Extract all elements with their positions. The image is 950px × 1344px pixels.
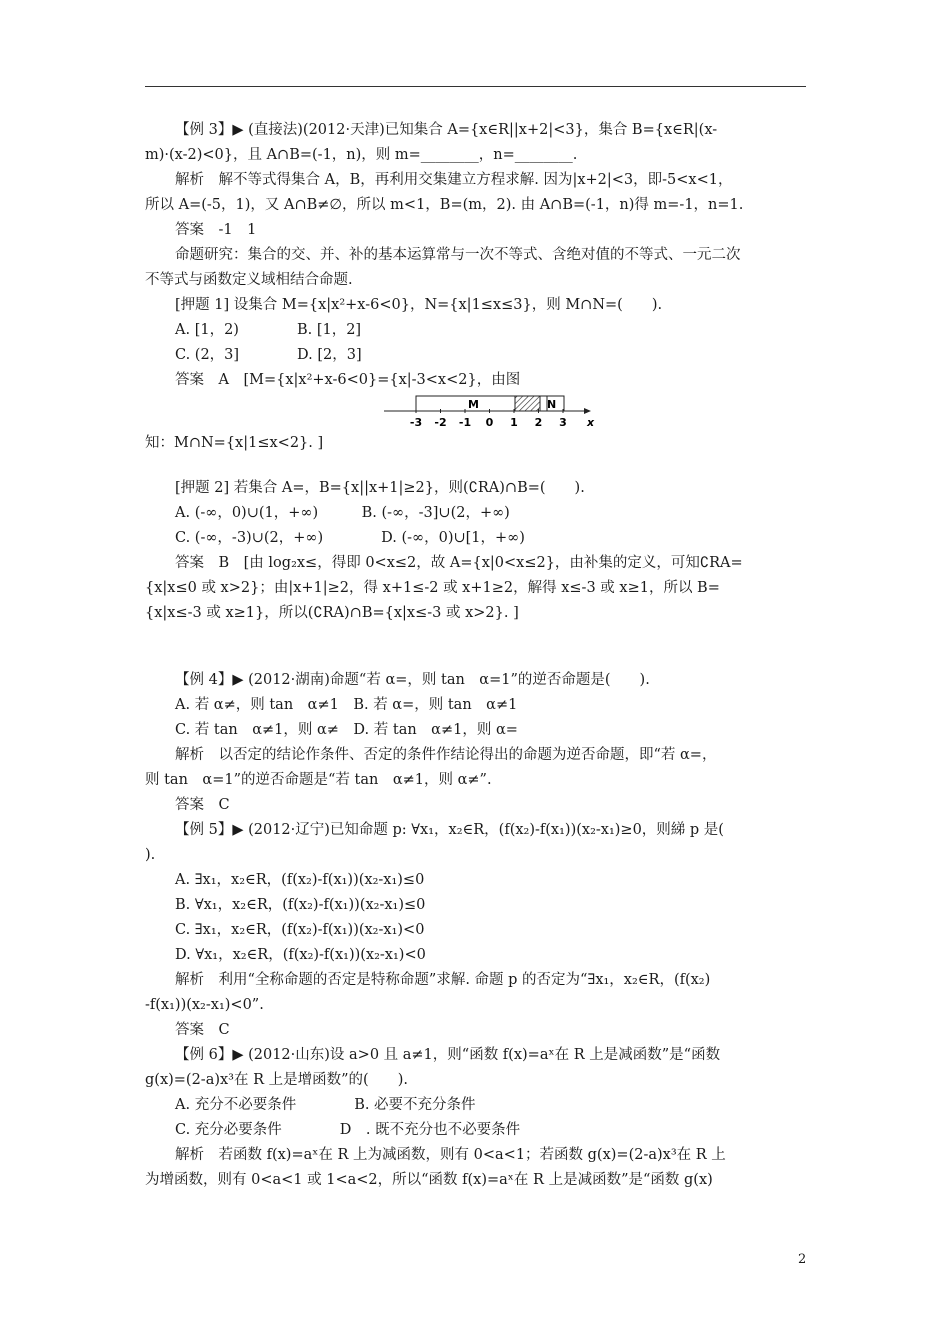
header-rule [145, 86, 806, 87]
page-content [145, 118, 806, 1193]
ex6-options-cd: C. 充分必要条件 D . 既不充分也不必要条件 [175, 1122, 521, 1138]
push1-question: [押题 1] 设集合 M={x|x²+x-6<0}，N={x|1≤x≤3}，则 M∩N=( ). [175, 297, 663, 313]
ex6-analysis-2: 为增函数，则有 0<a<1 或 1<a<2，所以“函数 f(x)=aˣ在 R 上是减函数”是“函数 g(x) [145, 1172, 713, 1188]
ex5-option-c: C. ∃x₁，x₂∈R，(f(x₂)-f(x₁))(x₂-x₁)<0 [175, 922, 425, 938]
axis-x-label: x [587, 416, 595, 429]
axis-arrow [584, 408, 591, 414]
set-m-label: M [468, 398, 479, 411]
push2-options-ab: A. (-∞，0)∪(1，+∞) B. (-∞，-3]∪(2，+∞) [175, 505, 510, 521]
push1-options-ab: A. [1，2) B. [1，2] [175, 322, 362, 338]
push1-conclusion: 知：M∩N={x|1≤x<2}. ] [145, 435, 324, 451]
ex3-research-2: 不等式与函数定义域相结合命题. [145, 272, 353, 288]
ex3-line-1: 【例 3】▶ (直接法)(2012·天津)已知集合 A={x∈R||x+2|<3}，集合 B={x∈R|(x- [175, 122, 718, 138]
push2-answer-3: {x|x≤-3 或 x≥1}，所以(∁RA)∩B={x|x≤-3 或 x>2}. ] [145, 605, 519, 621]
ex3-research-1: 命题研究：集合的交、并、补的基本运算常与一次不等式、含绝对值的不等式、一元二次 [175, 247, 741, 263]
axis-tick-label: 2 [534, 416, 543, 429]
ex6-options-ab: A. 充分不必要条件 B. 必要不充分条件 [175, 1097, 476, 1113]
ex3-line-2: m)·(x-2)<0}，且 A∩B=(-1，n)，则 m=________，n=________. [145, 147, 578, 163]
axis-tick-label: -2 [434, 416, 447, 429]
axis-tick-label: 3 [559, 416, 567, 429]
axis-tick-label: 1 [510, 416, 518, 429]
axis-tick-label: 0 [485, 416, 494, 429]
ex4-options-ab: A. 若 α≠，则 tan α≠1 B. 若 α=，则 tan α≠1 [175, 697, 518, 713]
axis-ticks [410, 409, 567, 429]
ex5-question-2: ). [145, 847, 156, 863]
ex6-question-1: 【例 6】▶ (2012·山东)设 a>0 且 a≠1，则“函数 f(x)=aˣ在 R 上是减函数”是“函数 [175, 1047, 721, 1063]
push1-answer: 答案 A [M={x|x²+x-6<0}={x|-3<x<2}，由图 [175, 372, 521, 388]
ex3-line-4: 所以 A=(-5，1)，又 A∩B≠∅，所以 m<1，B=(m，2). 由 A∩B=(-1，n)得 m=-1，n=1. [145, 197, 744, 213]
page-number: 2 [798, 1252, 807, 1267]
ex6-question-2: g(x)=(2-a)x³在 R 上是增函数”的( ). [145, 1072, 408, 1088]
ex3-line-3: 解析 解不等式得集合 A，B，再利用交集建立方程求解. 因为|x+2|<3，即-5<x<1， [175, 172, 733, 188]
push2-answer-1: 答案 B [由 log₂x≤，得即 0<x≤2，故 A={x|0<x≤2}，由补集的定义，可知∁RA= [175, 555, 743, 571]
axis-tick-label: -3 [409, 416, 423, 429]
ex5-option-a: A. ∃x₁，x₂∈R，(f(x₂)-f(x₁))(x₂-x₁)≤0 [175, 872, 425, 888]
ex5-analysis-2: -f(x₁))(x₂-x₁)<0”. [145, 997, 264, 1013]
number-line-figure [145, 393, 806, 431]
ex5-option-d: D. ∀x₁，x₂∈R，(f(x₂)-f(x₁))(x₂-x₁)<0 [175, 947, 426, 963]
axis-tick-label: -1 [458, 416, 472, 429]
ex5-analysis-1: 解析 利用“全称命题的否定是特称命题”求解. 命题 p 的否定为“∃x₁，x₂∈R，(f(x₂) [175, 972, 711, 988]
push2-options-cd: C. (-∞，-3)∪(2，+∞) D. (-∞，0)∪[1，+∞) [175, 530, 525, 546]
ex6-analysis-1: 解析 若函数 f(x)=aˣ在 R 上为减函数，则有 0<a<1；若函数 g(x)=(2-a)x³在 R 上 [175, 1147, 726, 1163]
ex4-question: 【例 4】▶ (2012·湖南)命题“若 α=，则 tan α=1”的逆否命题是( ). [175, 672, 650, 688]
ex4-options-cd: C. 若 tan α≠1，则 α≠ D. 若 tan α≠1，则 α= [175, 722, 518, 738]
ex5-question-1: 【例 5】▶ (2012·辽宁)已知命题 p: ∀x₁，x₂∈R，(f(x₂)-f(x₁))(x₂-x₁)≥0，则綈 p 是( [175, 822, 724, 838]
number-line-diagram [384, 393, 614, 431]
push2-answer-2: {x|x≤0 或 x>2}；由|x+1|≥2，得 x+1≤-2 或 x+1≥2，解得 x≤-3 或 x≥1，所以 B= [145, 580, 720, 596]
set-n-label: N [547, 398, 557, 411]
ex4-analysis-2: 则 tan α=1”的逆否命题是“若 tan α≠1，则 α≠”. [145, 772, 492, 788]
intersection-hatch [515, 396, 540, 411]
ex3-answer: 答案 -1 1 [175, 222, 257, 238]
push1-options-cd: C. (2，3] D. [2，3] [175, 347, 362, 363]
ex4-analysis-1: 解析 以否定的结论作条件、否定的条件作结论得出的命题为逆否命题，即“若 α=， [175, 747, 717, 763]
ex5-option-b: B. ∀x₁，x₂∈R，(f(x₂)-f(x₁))(x₂-x₁)≤0 [175, 897, 426, 913]
ex4-answer: 答案 C [175, 797, 230, 813]
push2-question: [押题 2] 若集合 A=，B={x||x+1|≥2}，则(∁RA)∩B=( ). [175, 480, 585, 496]
ex5-answer: 答案 C [175, 1022, 230, 1038]
